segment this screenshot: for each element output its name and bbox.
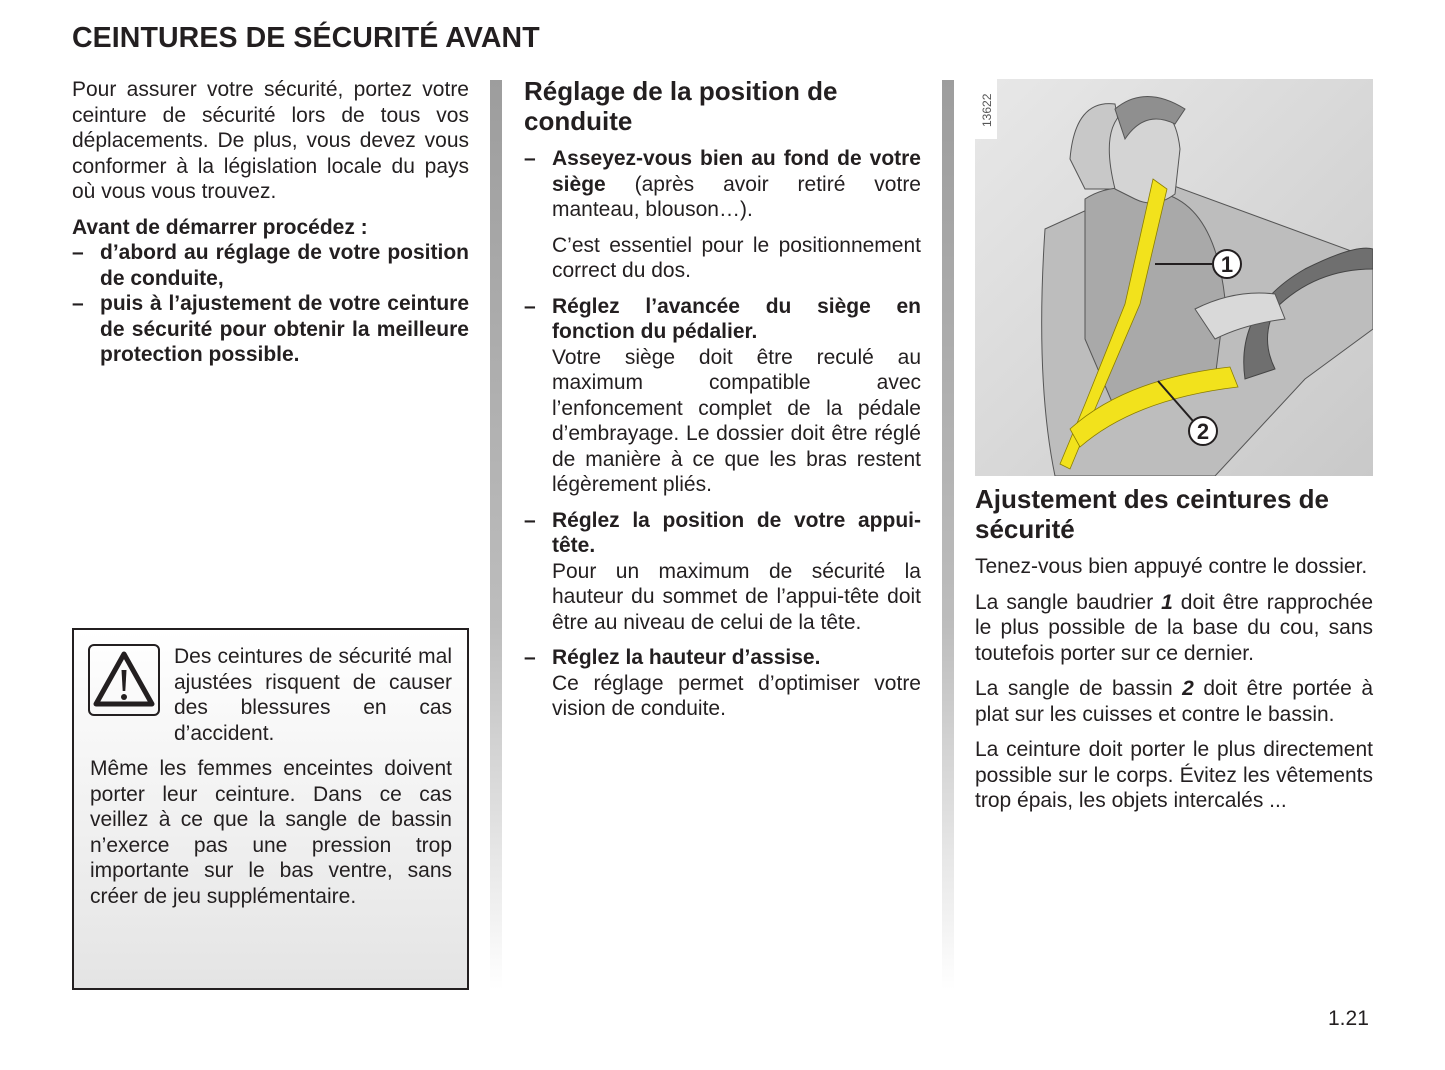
warning-box [72,628,469,990]
paragraph: Tenez-vous bien appuyé contre le dossier. [975,555,1368,578]
column-driving-position [524,76,921,732]
column-divider [942,80,954,990]
list-item: – puis à l’ajustement de votre ceinture de sécurité pour obtenir la meilleure protection possible. [72,292,469,366]
svg-text:1: 1 [1220,252,1234,277]
seatbelt-illustration [975,79,1373,476]
section-heading: Réglage de la position de conduite [524,76,838,136]
warning-triangle-icon [88,644,160,716]
list-item: – Réglez l’avancée du siège en fonction du pédalier. Votre siège doit être reculé au maximum compatible avec l’enfoncement complet de la pédale d’embrayage. Le dossier doit être réglé de manière à ce que les bras restent légèrement pliés. [524,294,921,496]
column-intro [72,77,469,378]
paragraph: La sangle de bassin 2 doit être portée à plat sur les cuisses et contre le bassin. [975,677,1373,726]
warning-text: Des ceintures de sécurité mal ajustées risquent de causer des blessures en cas d’accident. [174,645,452,745]
list-item: – d’abord au réglage de votre position de conduite, [72,241,469,290]
column-belt-adjustment [975,484,1373,824]
list-item: – Réglez la hauteur d’assise. Ce réglage permet d’optimiser votre vision de conduite. [524,646,921,720]
warning-text-pregnant: Même les femmes enceintes doivent porter leur ceinture. Dans ce cas veillez à ce que la sangle de bassin n’exerce pas une pression trop importante sur le bas ventre, sans créer de jeu supplémentaire. [90,757,452,908]
paragraph: La ceinture doit porter le plus directement possible sur le corps. Évitez les vêtements trop épais, les objets intercalés ... [975,738,1373,812]
before-heading: Avant de démarrer procédez : [72,215,368,239]
page-number: 1.21 [1328,1007,1369,1030]
callout-1 [1213,250,1241,278]
list-item: – Asseyez-vous bien au fond de votre siège (après avoir retiré votre manteau, blouson…). C’est essentiel pour le positionnement correct du dos. [524,147,921,282]
intro-paragraph: Pour assurer votre sécurité, portez votre ceinture de sécurité lors de tous vos déplacements. De plus, vous devez vous conformer à la législation locale du pays où vous vous trouvez. [72,78,469,203]
section-heading: Ajustement des ceintures de sécurité [975,484,1329,544]
svg-text:2: 2 [1196,419,1210,444]
figure-reference: 13622 [980,93,994,127]
page-title: CEINTURES DE SÉCURITÉ AVANT [72,22,540,54]
paragraph: La sangle baudrier 1 doit être rapprochée le plus possible de la base du cou, sans toutefois porter sur ce dernier. [975,590,1373,665]
column-divider [490,80,502,990]
list-item: – Réglez la position de votre appui-tête. Pour un maximum de sécurité la hauteur du sommet de l’appui-tête doit être au niveau de celui de la tête. [524,508,921,634]
callout-2 [1189,417,1217,445]
